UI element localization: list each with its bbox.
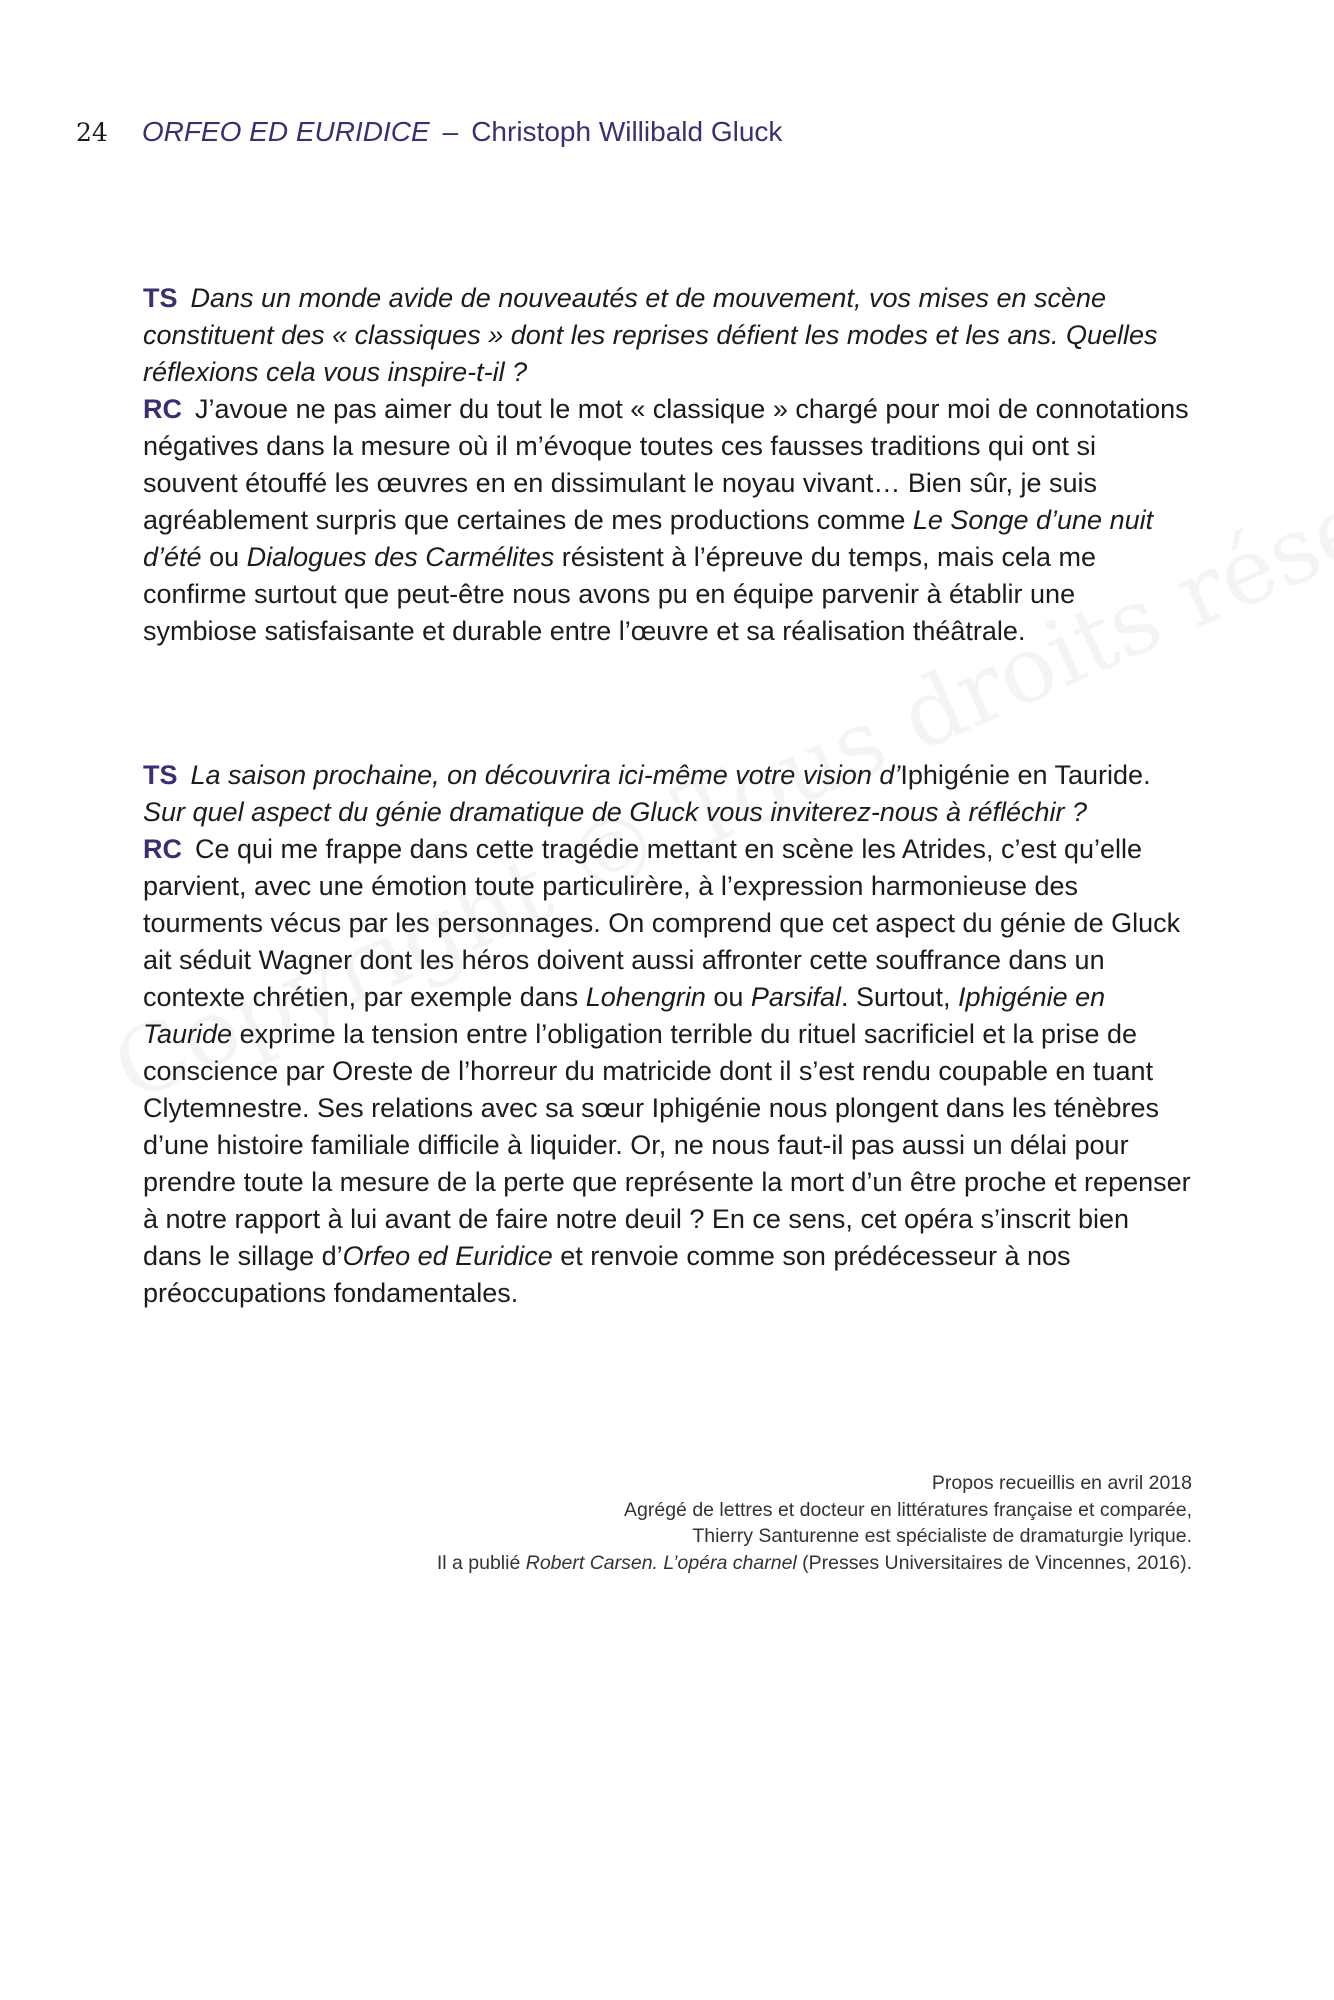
question-text: La saison prochaine, on découvrira ici-même votre vision d’ [190,760,901,790]
work-title: Le Songe d’une nuit d’été [143,505,1154,572]
credit-text: Il a publié [436,1551,526,1574]
credit-line: Thierry Santurenne est spécialiste de dramaturgie lyrique. [692,1525,1192,1547]
composer-name: Christoph Willibald Gluck [471,116,783,147]
work-title: Dialogues des Carmélites [246,542,555,572]
interview-block-2 [143,757,1193,1312]
credit-line: Agrégé de lettres et docteur en littératures française et comparée, [624,1498,1192,1521]
answer-2 [143,831,1193,1312]
speaker-label: RC [143,834,182,864]
answer-text: J’avoue ne pas aimer du tout le mot « classique » chargé pour moi de connotations négatives dans la mesure où il m’évoque toutes ces fausses traditions qui ont si souvent étouffé les œuvres en en dissimulant le noyau vivant… Bien sûr, je suis agréablement surpris que certaines de mes productions comme [143,394,1189,535]
question-2 [143,757,1193,831]
speaker-label: TS [143,760,178,790]
opera-title: ORFEO ED EURIDICE [141,116,430,147]
header-separator: – [442,116,459,147]
work-title: Iphigénie en Tauride [143,982,1106,1049]
answer-text: Ce qui me frappe dans cette tragédie mettant en scène les Atrides, c’est qu’elle parvient, avec une émotion toute particulirère, à l’expression harmonieuse des tourments vécus par les personnages. On comprend que cet aspect du génie de Gluck ait séduit Wagner dont les héros doivent aussi affronter cette souffrance dans un contexte chrétien, par exemple dans [143,834,1181,1012]
answer-text: résistent à l’épreuve du temps, mais cela me confirme surtout que peut-être nous avons pu en équipe parvenir à établir une symbiose satisfaisante et durable entre l’œuvre et sa réalisation théâtrale. [143,542,1096,646]
work-title: Orfeo ed Euridice [342,1241,553,1271]
interview-credits [437,1470,1192,1576]
work-title: Iphigénie en Tauride. [900,760,1151,790]
answer-text: exprime la tension entre l’obligation terrible du rituel sacrificiel et la prise de conscience par Oreste de l’horreur du matricide dont il s’est rendu coupable en tuant Clytemnestre. Ses relations avec sa sœur Iphigénie nous plongent dans les ténèbres d’une histoire familiale difficile à liquider. Or, ne nous faut-il pas aussi un délai pour prendre toute la mesure de la perte que représente la mort d’un être proche et repenser à notre rapport à lui avant de faire notre deuil ? En ce sens, cet opéra s’inscrit bien dans le sillage d’ [143,1019,1191,1271]
answer-1 [143,391,1193,650]
answer-text: ou [201,542,247,572]
speaker-label: RC [143,394,182,424]
page-number: 24 [76,118,108,147]
answer-text: . Surtout, [840,982,959,1012]
credit-text: (Presses Universitaires de Vincennes, 2016). [796,1551,1192,1574]
running-header [76,116,782,148]
work-title: Parsifal [750,982,841,1012]
credit-line: Propos recueillis en avril 2018 [931,1472,1192,1494]
credit-line [437,1550,1192,1577]
book-title: Robert Carsen. L’opéra charnel [525,1551,797,1574]
answer-text: et renvoie comme son prédécesseur à nos préoccupations fondamentales. [143,1241,1071,1308]
question-text: Sur quel aspect du génie dramatique de Gluck vous inviterez-nous à réfléchir ? [143,797,1088,827]
interview-block-1 [143,280,1193,650]
work-title: Lohengrin [585,982,706,1012]
question-text: Dans un monde avide de nouveautés et de mouvement, vos mises en scène constituent des « classiques » dont les reprises défient les modes et les ans. Quelles réflexions cela vous inspire-t-il ? [143,283,1158,387]
speaker-label: TS [143,283,178,313]
question-1 [143,280,1193,391]
answer-text: ou [705,982,751,1012]
